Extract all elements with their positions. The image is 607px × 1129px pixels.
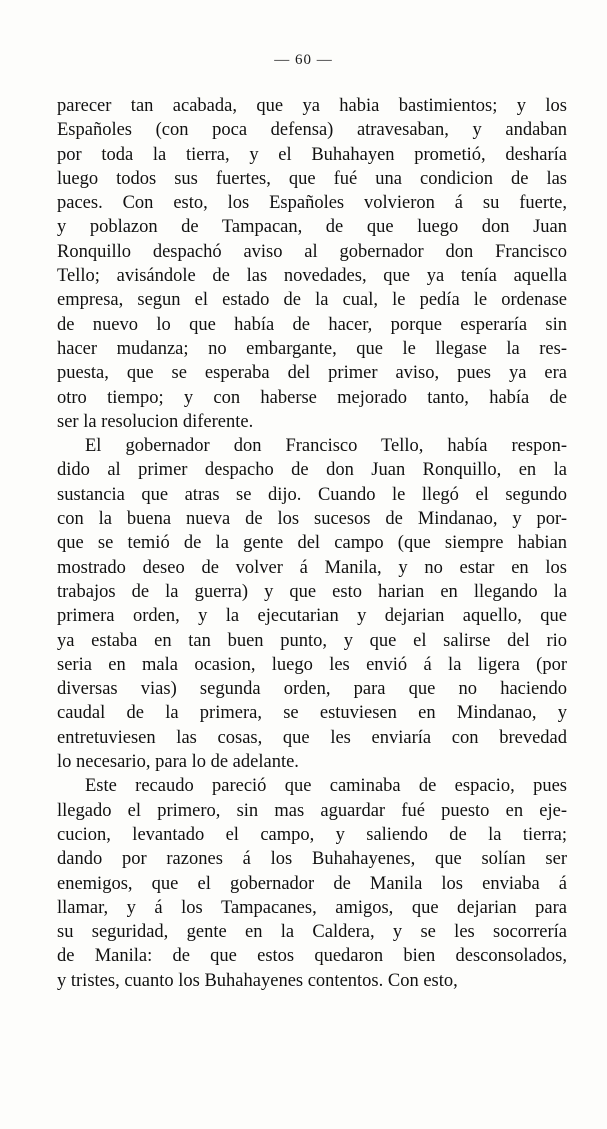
text-line: parecer tan acabada, que ya habia bastimientos; y los (57, 96, 567, 116)
text-line: primera orden, y la ejecutarian y dejarian aquello, que (57, 606, 567, 627)
text-line: diversas vias) segunda orden, para que no haciendo (57, 679, 567, 700)
text-line: luego todos sus fuertes, que fué una condicion de las (57, 168, 567, 189)
paragraph-3 (57, 774, 567, 993)
text-line: seria en mala ocasion, luego les envió á la ligera (por (57, 654, 567, 675)
text-line: su seguridad, gente en la Caldera, y se les socorrería (57, 922, 567, 943)
text-line: caudal de la primera, se estuviesen en Mindanao, y (57, 703, 567, 724)
text-line: Españoles (con poca defensa) atravesaban, y andaban (57, 120, 567, 141)
body-text (57, 94, 567, 993)
text-line: entretuviesen las cosas, que les enviaría con brevedad (57, 727, 567, 748)
text-line: y tristes, cuanto los Buhahayenes contentos. Con esto, (57, 970, 458, 991)
text-line: hacer mudanza; no embargante, que le llegase la res- (57, 338, 567, 359)
text-line: trabajos de la guerra) y que esto harian en llegando la (57, 581, 567, 602)
text-line: enemigos, que el gobernador de Manila los enviaba á (57, 873, 567, 894)
text-line: empresa, segun el estado de la cual, le pedía le ordenase (57, 290, 567, 311)
text-line: Ronquillo despachó aviso al gobernador don Francisco (57, 241, 567, 262)
text-line: dido al primer despacho de don Juan Ronquillo, en la (57, 460, 567, 481)
text-line: sustancia que atras se dijo. Cuando le llegó el segundo (57, 484, 567, 505)
text-line: ser la resolucion diferente. (57, 411, 254, 432)
text-line: cucion, levantado el campo, y saliendo de la tierra; (57, 824, 567, 845)
page-number: — 60 — (274, 52, 333, 68)
text-line: otro tiempo; y con haberse mejorado tanto, había de (57, 387, 567, 408)
paragraph-1 (57, 94, 567, 434)
paragraph-2 (57, 434, 567, 774)
text-line: puesta, que se esperaba del primer aviso, pues ya era (57, 363, 567, 384)
text-line: que se temió de la gente del campo (que siempre habian (57, 533, 567, 554)
text-line: mostrado deseo de volver á Manila, y no estar en los (57, 557, 567, 578)
text-line: Tello; avisándole de las novedades, que ya tenía aquella (57, 266, 567, 287)
text-line: llegado el primero, sin mas aguardar fué puesto en eje- (57, 800, 567, 821)
text-line: ya estaba en tan buen punto, y que el salirse del rio (57, 630, 567, 651)
text-line: lo necesario, para lo de adelante. (57, 752, 299, 773)
text-line: y poblazon de Tampacan, de que luego don Juan (57, 217, 567, 238)
text-line: de nuevo lo que había de hacer, porque esperaría sin (57, 314, 567, 335)
text-line: paces. Con esto, los Españoles volvieron á su fuerte, (57, 193, 567, 214)
text-line: llamar, y á los Tampacanes, amigos, que dejarian para (57, 897, 567, 918)
text-line: por toda la tierra, y el Buhahayen prometió, desharía (57, 144, 567, 165)
text-line: con la buena nueva de los sucesos de Mindanao, y por- (57, 509, 567, 530)
text-line: El gobernador don Francisco Tello, había respon- (85, 436, 567, 457)
text-line: Este recaudo pareció que caminaba de espacio, pues (85, 776, 567, 797)
text-line: de Manila: de que estos quedaron bien desconsolados, (57, 946, 567, 967)
text-line: dando por razones á los Buhahayenes, que solían ser (57, 849, 567, 870)
